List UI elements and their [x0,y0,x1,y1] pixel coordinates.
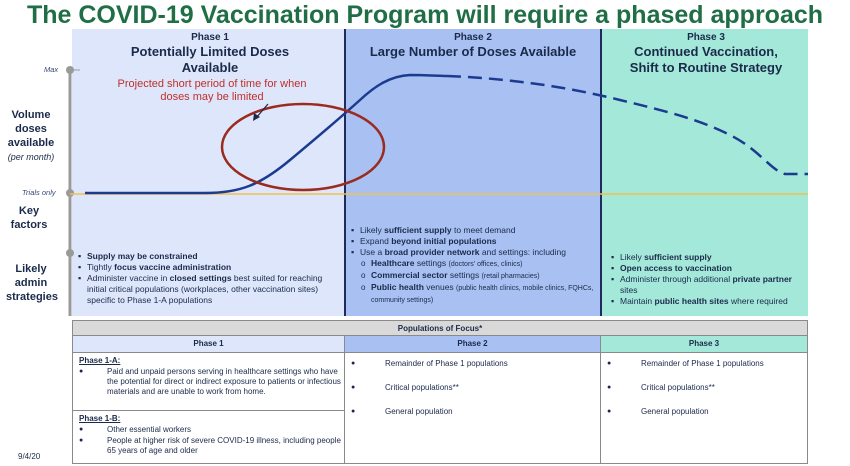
volume-label-sub: (per month) [7,152,55,162]
page-title: The COVID-19 Vaccination Program will require a phased approach [26,1,824,29]
trials-axis-label: Trials only [22,188,56,197]
pop-col-head-phase3: Phase 3 [601,336,808,353]
strategy-subitem: o Healthcare settings (doctors' offices, clinics) [351,258,597,270]
strategy-subitem: o Public health venues (public health clinics, mobile clinics, FQHCs, community settings) [351,282,597,306]
phase1b-label: Phase 1-B: [79,414,121,423]
phase2-strategies [351,225,597,306]
volume-label [2,108,60,164]
strategy-subitem: o Commercial sector settings (retail pharmacies) [351,270,597,282]
list-item: ● Paid and unpaid persons serving in healthcare settings who have the potential for direct or indirect exposure to patients or infectious materials and are unable to work from home. [79,367,344,397]
max-axis-label: Max [44,65,59,74]
phase3-header [606,32,806,76]
pop-col-head-phase1: Phase 1 [72,336,345,353]
key-factors-label: Key factors [10,205,48,231]
phase2-header [350,32,596,60]
strategy-item: ▪ Administer vaccine in closed settings best suited for reaching initial critical populations (workplaces, other vaccination sites) specific to Phase 1-A populations [78,273,340,306]
phase1-title-line1: Potentially Limited Doses [130,44,290,59]
phase1a-cell [72,353,345,411]
limited-doses-ellipse [222,104,384,190]
list-item: ● Other essential workers [79,425,344,435]
phase2-title-line1: Large Number of Doses Available [369,44,577,59]
list-item: ● General population [607,407,807,417]
strategy-item: ▪ Likely sufficient supply [611,252,806,263]
phase3-strategies [611,252,806,307]
axis-knob-trials [66,189,74,197]
list-item: ● Remainder of Phase 1 populations [351,359,600,369]
phase1-strategies [78,251,340,306]
phase3-pop-cell [601,353,808,464]
phase2-pop-cell [345,353,601,464]
volume-label-text: Volume doses available [7,109,55,149]
phase3-title-line2: Shift to Routine Strategy [629,60,783,75]
strategies-label: Likely admin strategies [6,263,58,303]
phase2-label: Phase 2 [454,32,492,43]
phase1b-cell [72,411,345,464]
phase1-title-line2: Available [181,60,239,75]
list-item: ● Critical populations** [607,383,807,393]
pop-col-head-phase2: Phase 2 [345,336,601,353]
list-item: ● Remainder of Phase 1 populations [607,359,807,369]
strategy-item: ▪ Tightly focus vaccine administration [78,262,340,273]
projection-note: Projected short period of time for when doses may be limited [117,78,307,103]
axis-knob-factors [66,249,74,257]
strategy-item: ▪ Open access to vaccination [611,263,806,274]
strategy-item: ▪ Supply may be constrained [78,251,340,262]
strategy-item: ▪ Maintain public health sites where required [611,296,806,307]
list-item: ● General population [351,407,600,417]
phase1-header [100,32,320,76]
phase3-title-line1: Continued Vaccination, [634,44,778,59]
populations-header: Populations of Focus* [72,320,808,336]
axis-knob-max [66,66,74,74]
list-item: ● People at higher risk of severe COVID-19 illness, including people 65 years of age and older [79,436,344,456]
strategy-item: ▪ Expand beyond initial populations [351,236,597,247]
phase3-label: Phase 3 [687,32,725,43]
strategy-item: ▪ Use a broad provider network and settings: including [351,247,597,258]
supply-curve-dashed [447,76,808,174]
phase1-label: Phase 1 [191,32,229,43]
list-item: ● Critical populations** [351,383,600,393]
strategy-item: ▪ Likely sufficient supply to meet demand [351,225,597,236]
phase1a-label: Phase 1-A: [79,356,121,365]
strategy-item: ▪ Administer through additional private partner sites [611,274,806,296]
date-stamp: 9/4/20 [18,452,41,461]
